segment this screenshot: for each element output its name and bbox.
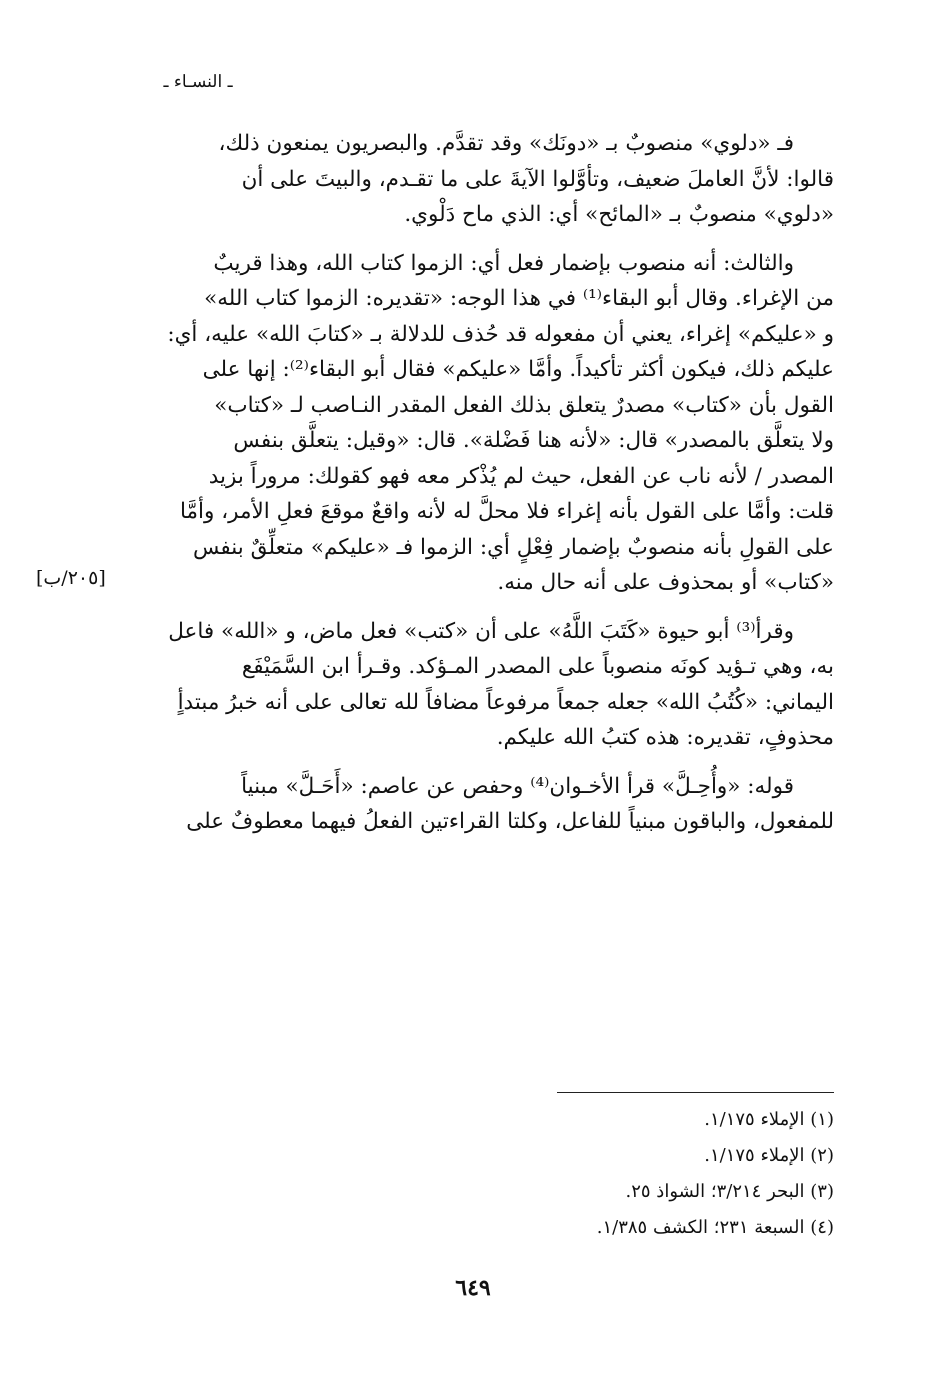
paragraph-1 [132, 126, 834, 233]
footnote: (٣) البحر ٣/٢١٤؛ الشواذ ٢٥. [625, 1181, 834, 1202]
footnote-separator [557, 1092, 834, 1093]
text-line: المصدر / لأنه ناب عن الفعل، حيث لم يُذْكر معه فهو كقولك: مروراً بزيد [208, 463, 834, 489]
text-line: قلت: وأمَّا على القول بأنه إغراء فلا محلَّ له لأنه واقعٌ موقعَ فعلِ الأمر، وأمَّا [179, 499, 834, 524]
main-text [132, 126, 834, 853]
text-line: القول بأن «كتاب» مصدرٌ يتعلق بذلك الفعل المقدر النـاصب لـ «كتاب» [214, 392, 834, 418]
running-header: ـ النسـاء ـ [163, 72, 233, 92]
text-line: محذوفٍ، تقديره: هذه كتبُ الله عليكم. [496, 725, 834, 750]
text-line: عليكم ذلك، فيكون أكثر تأكيداً. وأمَّا «عليكم» فقال أبو البقاء⁽²⁾: إنها على [202, 357, 834, 382]
text-line: اليماني: «كُتُبُ الله» جعله جمعاً مرفوعاً مضافاً لله تعالى على أنه خبرُ مبتدأٍ [177, 689, 834, 715]
page-number: ٦٤٩ [455, 1275, 491, 1301]
text-line: قالوا: لأنَّ العاملَ ضعيف، وتأوَّلوا الآيةَ على ما تقـدم، والبيتَ على أن [241, 166, 834, 192]
manuscript-folio-marker: [٢٠٥/ب] [36, 567, 106, 589]
text-line: و «عليكم» إغراء، يعني أن مفعوله قد حُذف للدلالة بـ «كتابَ الله» عليه، أي: [167, 321, 834, 347]
text-line: على القولِ بأنه منصوبٌ بإضمار فِعْلٍ أي: الزموا فـ «عليكم» متعلِّقٌ بنفس [192, 534, 834, 560]
paragraph-2 [132, 246, 834, 601]
text-line: به، وهي تـؤيد كونَه منصوباً على المصدر المـؤكد. وقـرأ ابن السَّمَيْفَع [241, 654, 834, 679]
text-line: للمفعول، والباقون مبنياً للفاعل، وكلتا القراءتين الفعلُ فيهما معطوفٌ على [186, 809, 834, 834]
footnote: (٤) السبعة ٢٣١؛ الكشف ١/٣٨٥. [596, 1217, 834, 1238]
footnote: (١) الإملاء ١/١٧٥. [704, 1109, 834, 1130]
text-line: والثالث: أنه منصوب بإضمار فعل أي: الزموا كتاب الله، وهذا قريبٌ [213, 250, 794, 276]
text-line: وقرأ⁽³⁾ أبو حيوة «كَتَبَ اللَّهُ» على أن «كتب» فعل ماض، و «الله» فاعل [168, 618, 794, 644]
text-line: ولا يتعلَّق بالمصدر» قال: «لأنه هنا فَضْلة». قال: «وقيل: يتعلَّق بنفس [233, 428, 834, 453]
paragraph-4 [132, 769, 834, 840]
footnotes [400, 1102, 834, 1246]
footnote: (٢) الإملاء ١/١٧٥. [704, 1145, 834, 1166]
text-line: قوله: «وأُحِـلَّ» قرأ الأخـوان⁽⁴⁾ وحفص عن عاصم: «أَحَـلَّ» مبنياً [241, 773, 794, 799]
text-line: فـ «دلوي» منصوبٌ بـ «دونَك» وقد تقدَّم. والبصريون يمنعون ذلك، [218, 131, 794, 156]
text-line: «كتاب» أو بمحذوف على أنه حال منه. [497, 570, 834, 595]
paragraph-3 [132, 614, 834, 756]
text-line: «دلوي» منصوبٌ بـ «المائح» أي: الذي ماح دَلْوي. [404, 202, 834, 227]
text-line: من الإغراء. وقال أبو البقاء⁽¹⁾ في هذا الوجه: «تقديره: الزموا كتاب الله» [204, 286, 834, 311]
